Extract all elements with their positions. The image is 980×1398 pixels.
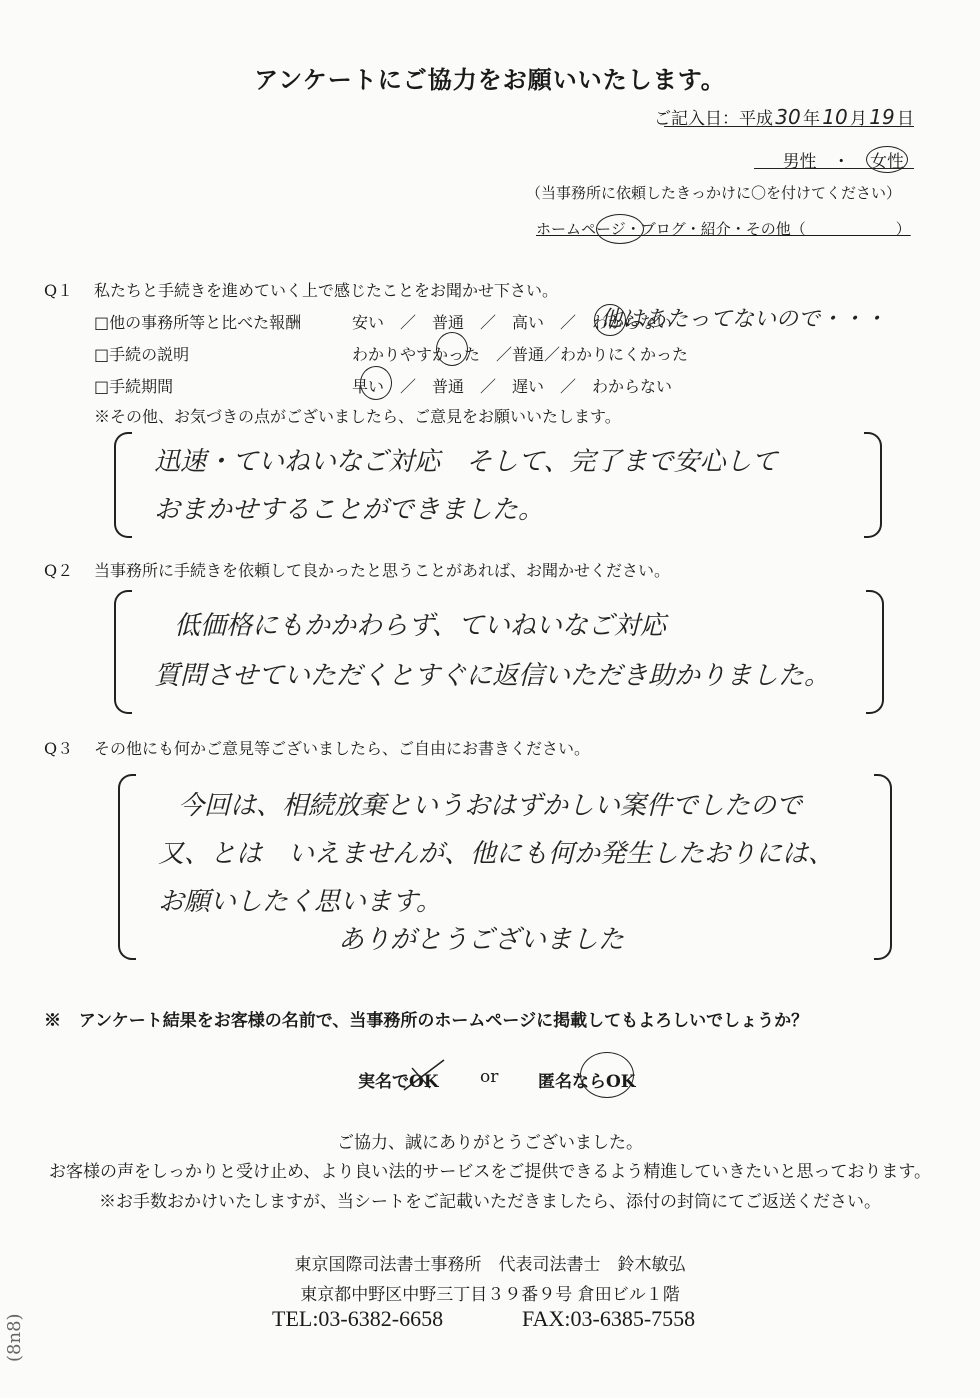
q3-answer-line-3: お願いしたく思います。 <box>158 887 442 917</box>
publish-notice-mark: ※ <box>44 1011 61 1031</box>
date-underline <box>664 126 914 127</box>
closing-return-note: ※お手数おかけいたしますが、当シートをご記載いただきましたら、添付の封筒にてご返送ください。 <box>99 1192 881 1212</box>
q2-answer-box <box>114 590 884 714</box>
survey-title: アンケートにご協力をお願いいたします。 <box>254 65 726 94</box>
margin-note: (8n8) <box>4 1313 25 1362</box>
q3-answer-line-2: 又、とは いえませんが、他にも何か発生したおりには、 <box>158 839 835 869</box>
publish-notice-text: アンケート結果をお客様の名前で、当事務所のホームページに掲載してもよろしいでしょうか？ <box>78 1011 809 1031</box>
office-name: 東京国際司法書士事務所 代表司法書士 鈴木敏弘 <box>294 1255 686 1275</box>
date-month-unit: 月 <box>850 109 867 129</box>
homepage-circle-mark <box>596 214 644 244</box>
q1-row-fee-options: 安い ／ 普通 ／ 高い ／ わからない <box>352 313 673 332</box>
date-day-unit: 日 <box>897 109 914 129</box>
date-month: 10 <box>822 105 848 129</box>
q3-answer-line-4: ありがとうございました <box>338 925 625 955</box>
q1-label: Q１ <box>44 281 74 300</box>
or-separator: or <box>480 1067 499 1087</box>
trigger-note: （当事務所に依頼したきっかけに〇を付けてください） <box>526 184 902 202</box>
q3-answer-box <box>118 774 892 960</box>
q1-row-period-label: □手続期間 <box>94 377 174 396</box>
q1-row-period-options: 早い ／ 普通 ／ 遅い ／ わからない <box>352 377 673 396</box>
gender-female-circled: 女性 <box>866 146 908 173</box>
gender-male: 男性 <box>782 152 817 172</box>
period-circle-mark <box>360 366 392 400</box>
q1-row-fee-label: □他の事務所等と比べた報酬 <box>94 313 302 332</box>
real-name-cross-mark <box>400 1058 446 1092</box>
q1-answer-line-2: おまかせすることができました。 <box>154 495 545 525</box>
office-address: 東京都中野区中野三丁目３９番９号 倉田ビル１階 <box>300 1285 680 1305</box>
date-year-unit: 年 <box>803 109 820 129</box>
gender-underline <box>754 168 914 169</box>
office-fax: FAX:03-6385-7558 <box>522 1306 696 1331</box>
date-prefix: ご記入日：平成 <box>654 109 773 129</box>
q1-other-prompt: ※その他、お気づきの点がございましたら、ご意見をお願いいたします。 <box>94 407 621 426</box>
q2-answer-line-1: 低価格にもかかわらず、ていねいなご対応 <box>174 611 666 641</box>
q3-label: Q３ <box>44 739 74 758</box>
trigger-options-text: ホームページ・ブログ・紹介・その他（ ） <box>536 220 911 238</box>
explanation-circle-mark <box>436 332 468 366</box>
q1-row-explanation-options: わかりやすかった ／普通／わかりにくかった <box>352 345 689 364</box>
closing-message: お客様の声をしっかりと受け止め、より良い法的サービスをご提供できるよう精進していきたいと思っております。 <box>49 1162 931 1182</box>
closing-thanks: ご協力、誠にありがとうございました。 <box>337 1133 643 1153</box>
date-year: 30 <box>775 105 801 129</box>
office-tel: TEL:03-6382-6658 <box>272 1306 444 1331</box>
q1-answer-line-1: 迅速・ていねいなご対応 そして、完了まで安心して <box>154 447 778 477</box>
q2-question: 当事務所に手続きを依頼して良かったと思うことがあれば、お聞かせください。 <box>94 561 671 580</box>
publish-notice <box>44 1006 808 1031</box>
trigger-options <box>536 218 911 239</box>
q1-handwritten-note: 他はあたってないので・・・ <box>600 307 887 332</box>
q3-question: その他にも何かご意見等ございましたら、ご自由にお書きください。 <box>94 739 591 758</box>
q3-answer-line-1: 今回は、相続放棄というおはずかしい案件でしたので <box>178 791 803 821</box>
anonymous-ok-circle-mark <box>580 1052 634 1098</box>
date-day: 19 <box>869 105 895 129</box>
real-name-ok: 実名でOK <box>358 1072 439 1092</box>
q2-label: Q２ <box>44 561 74 580</box>
gender-separator: ・ <box>832 152 850 172</box>
q1-row-explanation-label: □手続の説明 <box>94 345 190 364</box>
q1-answer-box <box>114 432 882 538</box>
q1-question: 私たちと手続きを進めていく上で感じたことをお聞かせ下さい。 <box>94 281 559 300</box>
q2-answer-line-2: 質問させていただくとすぐに返信いただき助かりました。 <box>154 661 831 691</box>
anonymous-ok: 匿名ならOK <box>538 1072 636 1092</box>
